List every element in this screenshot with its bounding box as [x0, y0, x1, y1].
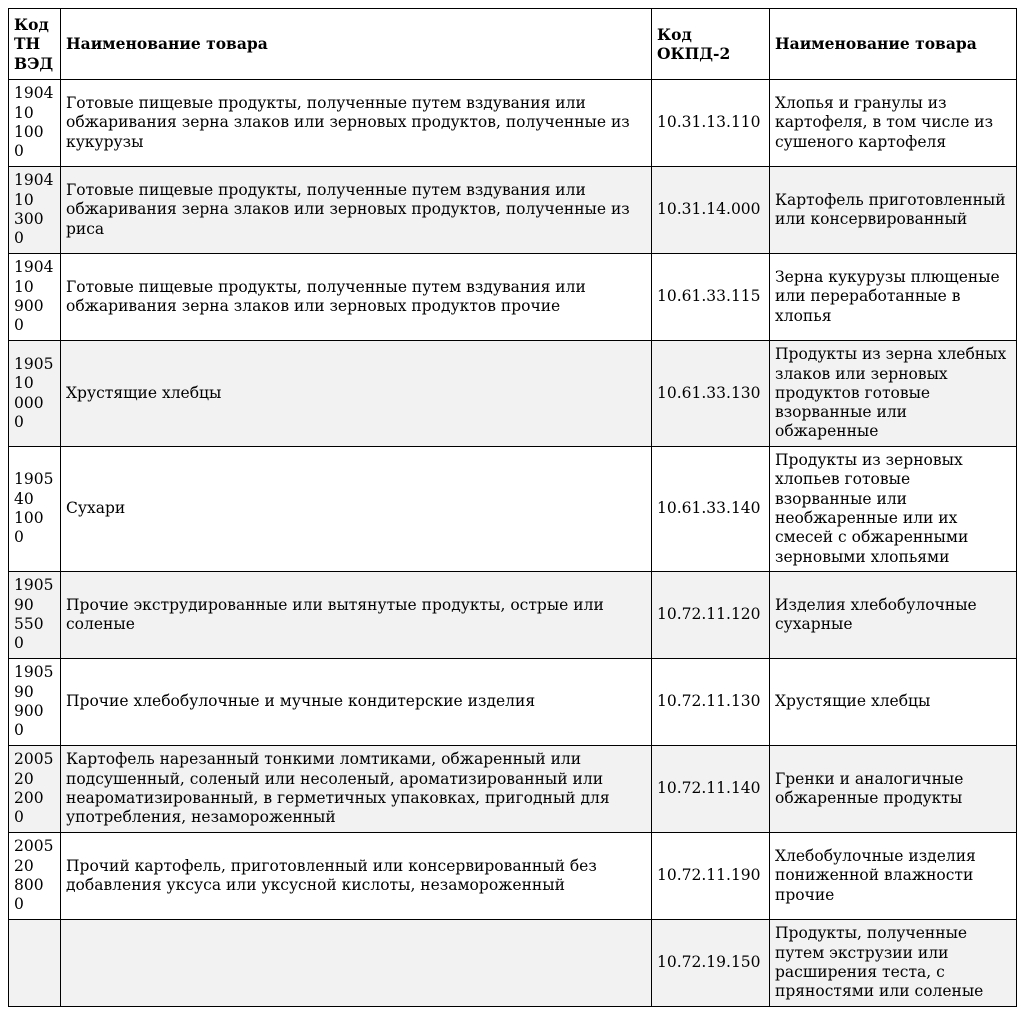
- cell-name-1: Хрустящие хлебцы: [61, 341, 652, 447]
- cell-tnved: 2005 20 800 0: [9, 833, 61, 920]
- table-row: [9, 80, 1017, 167]
- cell-name-2: Продукты из зерновых хлопьев готовые взорванные или необжаренные или их смесей с обжаренными зерновыми хлопьями: [770, 447, 1017, 572]
- cell-tnved: 2005 20 200 0: [9, 746, 61, 833]
- cell-okpd: 10.72.11.190: [652, 833, 770, 920]
- cell-tnved: 1904 10 100 0: [9, 80, 61, 167]
- cell-name-2: Зерна кукурузы плющеные или переработанные в хлопья: [770, 254, 1017, 341]
- header-okpd: Код ОКПД-2: [652, 9, 770, 80]
- header-row: [9, 9, 1017, 80]
- cell-okpd: 10.31.13.110: [652, 80, 770, 167]
- table-row: [9, 659, 1017, 746]
- cell-tnved: [9, 920, 61, 1007]
- cell-name-2: Хлебобулочные изделия пониженной влажности прочие: [770, 833, 1017, 920]
- cell-name-1: [61, 920, 652, 1007]
- cell-okpd: 10.61.33.140: [652, 447, 770, 572]
- table-row: [9, 341, 1017, 447]
- header-name-2: Наименование товара: [770, 9, 1017, 80]
- codes-table: [8, 8, 1017, 1007]
- cell-name-1: Готовые пищевые продукты, полученные путем вздувания или обжаривания зерна злаков или зерновых продуктов прочие: [61, 254, 652, 341]
- document: [8, 8, 1016, 1007]
- cell-okpd: 10.31.14.000: [652, 167, 770, 254]
- table-row: [9, 254, 1017, 341]
- cell-okpd: 10.72.19.150: [652, 920, 770, 1007]
- cell-okpd: 10.61.33.130: [652, 341, 770, 447]
- cell-name-1: Сухари: [61, 447, 652, 572]
- cell-okpd: 10.61.33.115: [652, 254, 770, 341]
- table-body: [9, 80, 1017, 1007]
- table-header: [9, 9, 1017, 80]
- cell-name-1: Прочие хлебобулочные и мучные кондитерские изделия: [61, 659, 652, 746]
- table-row: [9, 572, 1017, 659]
- header-name-1: Наименование товара: [61, 9, 652, 80]
- cell-name-2: Изделия хлебобулочные сухарные: [770, 572, 1017, 659]
- cell-name-2: Хлопья и гранулы из картофеля, в том числе из сушеного картофеля: [770, 80, 1017, 167]
- cell-okpd: 10.72.11.140: [652, 746, 770, 833]
- cell-tnved: 1904 10 300 0: [9, 167, 61, 254]
- table-row: [9, 167, 1017, 254]
- cell-okpd: 10.72.11.130: [652, 659, 770, 746]
- cell-name-2: Гренки и аналогичные обжаренные продукты: [770, 746, 1017, 833]
- cell-name-1: Готовые пищевые продукты, полученные путем вздувания или обжаривания зерна злаков или зерновых продуктов, полученные из кукурузы: [61, 80, 652, 167]
- table-row: [9, 920, 1017, 1007]
- cell-name-2: Продукты из зерна хлебных злаков или зерновых продуктов готовые взорванные или обжаренные: [770, 341, 1017, 447]
- cell-name-1: Прочий картофель, приготовленный или консервированный без добавления уксуса или уксусной кислоты, незамороженный: [61, 833, 652, 920]
- cell-tnved: 1905 90 900 0: [9, 659, 61, 746]
- cell-name-1: Прочие экструдированные или вытянутые продукты, острые или соленые: [61, 572, 652, 659]
- table-row: [9, 746, 1017, 833]
- cell-name-2: Хрустящие хлебцы: [770, 659, 1017, 746]
- cell-name-2: Продукты, полученные путем экструзии или расширения теста, с пряностями или соленые: [770, 920, 1017, 1007]
- table-row: [9, 447, 1017, 572]
- cell-tnved: 1905 40 100 0: [9, 447, 61, 572]
- table-row: [9, 833, 1017, 920]
- header-tnved: Код ТН ВЭД: [9, 9, 61, 80]
- cell-tnved: 1905 90 550 0: [9, 572, 61, 659]
- cell-name-2: Картофель приготовленный или консервированный: [770, 167, 1017, 254]
- cell-okpd: 10.72.11.120: [652, 572, 770, 659]
- cell-name-1: Картофель нарезанный тонкими ломтиками, обжаренный или подсушенный, соленый или несоленый, ароматизированный или неароматизированный, в герметичных упаковках, пригодный для употребления, незамороженный: [61, 746, 652, 833]
- cell-tnved: 1904 10 900 0: [9, 254, 61, 341]
- cell-name-1: Готовые пищевые продукты, полученные путем вздувания или обжаривания зерна злаков или зерновых продуктов, полученные из риса: [61, 167, 652, 254]
- cell-tnved: 1905 10 000 0: [9, 341, 61, 447]
